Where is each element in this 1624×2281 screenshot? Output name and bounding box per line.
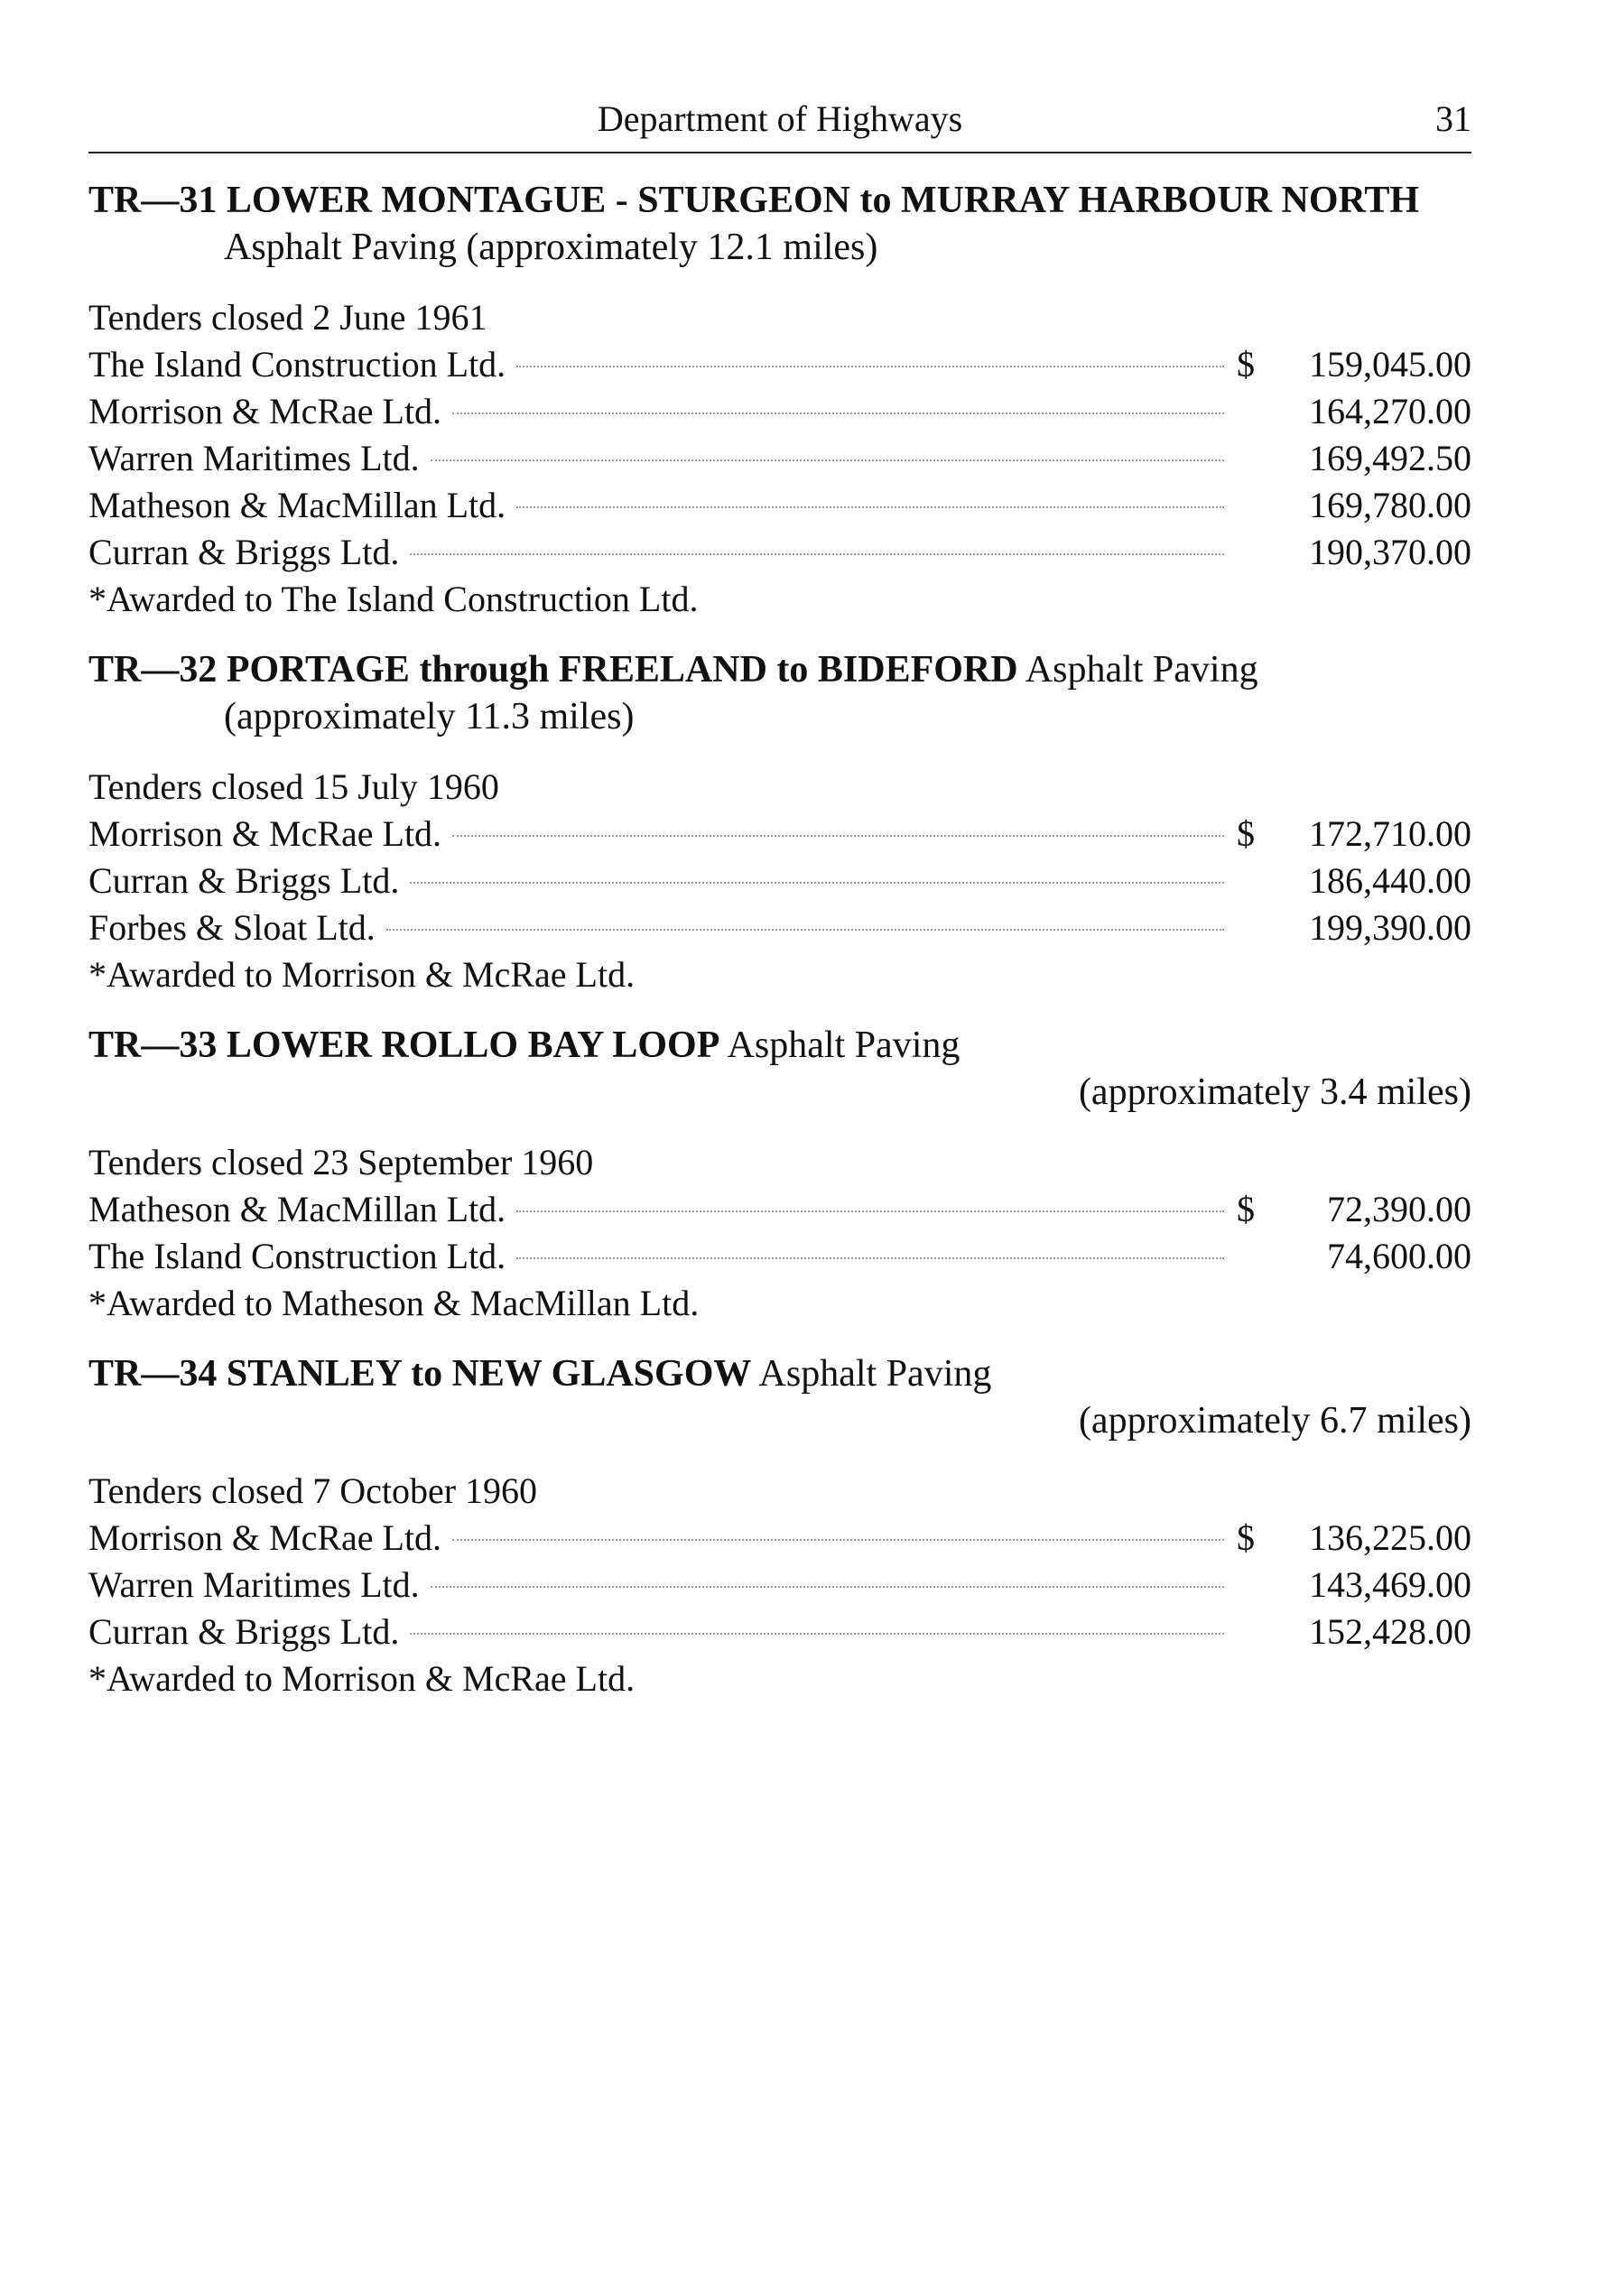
currency-symbol: $ [1237, 1189, 1255, 1229]
bidder-name: Curran & Briggs Ltd. [88, 860, 400, 901]
bidder-name: Forbes & Sloat Ltd. [88, 907, 376, 948]
tenders-closed-date: Tenders closed 23 September 1960 [88, 1142, 594, 1182]
tender-row [88, 1515, 1471, 1562]
section-code: TR—33 [88, 1025, 218, 1066]
dot-leader [410, 882, 1224, 884]
header-title: Department of Highways [597, 98, 963, 139]
bid-amount: 164,270.00 [1309, 391, 1471, 431]
section-description: Asphalt Paving [727, 1025, 960, 1066]
bidder-name: Morrison & McRae Ltd. [88, 1517, 442, 1558]
dot-leader [516, 366, 1224, 367]
section-heading [88, 646, 1471, 740]
bid-amount: 74,600.00 [1327, 1236, 1471, 1276]
bidder-name: Matheson & MacMillan Ltd. [88, 485, 506, 525]
dot-leader [516, 1210, 1224, 1212]
tender-row [88, 1562, 1471, 1609]
bidder-name: Matheson & MacMillan Ltd. [88, 1189, 506, 1229]
tender-list [88, 1139, 1471, 1327]
tender-section-tr32 [88, 646, 1471, 998]
dot-leader [452, 835, 1224, 837]
awarded-note: *Awarded to Matheson & MacMillan Ltd. [88, 1283, 700, 1323]
bid-amount: 159,045.00 [1309, 344, 1471, 385]
dot-leader [431, 1586, 1224, 1588]
section-description-extent: (approximately 6.7 miles) [1078, 1400, 1471, 1442]
section-description-extent: (approximately 3.4 miles) [1078, 1071, 1471, 1113]
bid-amount: 169,780.00 [1309, 485, 1471, 525]
section-route: LOWER ROLLO BAY LOOP [226, 1025, 720, 1066]
dot-leader [516, 1257, 1224, 1259]
section-route: PORTAGE through FREELAND to BIDEFORD [226, 649, 1018, 691]
dot-leader [452, 413, 1224, 414]
tender-list [88, 1468, 1471, 1702]
bidder-name: Warren Maritimes Ltd. [88, 1564, 420, 1605]
tender-row [88, 388, 1471, 435]
bidder-name: Curran & Briggs Ltd. [88, 1611, 400, 1652]
dot-leader [410, 553, 1224, 555]
currency-symbol: $ [1237, 1517, 1255, 1558]
currency-symbol: $ [1237, 344, 1255, 385]
tender-row [88, 341, 1471, 388]
dot-leader [516, 506, 1224, 508]
awarded-note: *Awarded to Morrison & McRae Ltd. [88, 1658, 636, 1699]
section-route: LOWER MONTAGUE - STURGEON to MURRAY HARBOUR NORTH [226, 180, 1420, 221]
section-code: TR—34 [88, 1353, 218, 1395]
bid-amount: 152,428.00 [1309, 1611, 1471, 1652]
bid-amount: 136,225.00 [1309, 1517, 1471, 1558]
tender-row [88, 1609, 1471, 1655]
header-rule [88, 152, 1471, 153]
tender-row [88, 1233, 1471, 1280]
bidder-name: Morrison & McRae Ltd. [88, 813, 442, 854]
tenders-closed-date: Tenders closed 15 July 1960 [88, 766, 499, 807]
dot-leader [410, 1633, 1224, 1635]
bid-amount: 199,390.00 [1309, 907, 1471, 948]
tenders-closed-date: Tenders closed 7 October 1960 [88, 1470, 538, 1511]
awarded-note: *Awarded to The Island Construction Ltd. [88, 579, 699, 619]
tender-row [88, 904, 1471, 951]
section-heading [88, 1350, 1471, 1444]
section-heading [88, 177, 1471, 271]
tender-row [88, 811, 1471, 858]
tender-list [88, 764, 1471, 998]
section-route: STANLEY to NEW GLASGOW [226, 1353, 752, 1395]
tender-row [88, 529, 1471, 576]
bidder-name: The Island Construction Ltd. [88, 1236, 506, 1276]
running-header [88, 97, 1471, 148]
bid-amount: 72,390.00 [1327, 1189, 1471, 1229]
section-description: Asphalt Paving (approximately 12.1 miles) [224, 227, 878, 268]
tender-section-tr31 [88, 177, 1471, 623]
section-description: Asphalt Paving (approximately 11.3 miles) [224, 649, 1258, 737]
bidder-name: The Island Construction Ltd. [88, 344, 506, 385]
tenders-closed-date: Tenders closed 2 June 1961 [88, 297, 487, 338]
tender-row [88, 858, 1471, 904]
dot-leader [431, 459, 1224, 461]
bid-amount: 143,469.00 [1309, 1564, 1471, 1605]
tender-list [88, 294, 1471, 623]
document-page [88, 97, 1471, 1702]
section-code: TR—31 [88, 180, 218, 221]
bid-amount: 190,370.00 [1309, 532, 1471, 572]
currency-symbol: $ [1237, 813, 1255, 854]
dot-leader [386, 929, 1224, 931]
dot-leader [452, 1539, 1224, 1541]
section-code: TR—32 [88, 649, 218, 691]
bid-amount: 186,440.00 [1309, 860, 1471, 901]
tender-row [88, 1186, 1471, 1233]
awarded-note: *Awarded to Morrison & McRae Ltd. [88, 954, 636, 995]
tender-row [88, 435, 1471, 482]
tender-section-tr33 [88, 1022, 1471, 1327]
bid-amount: 172,710.00 [1309, 813, 1471, 854]
tender-section-tr34 [88, 1350, 1471, 1702]
bid-amount: 169,492.50 [1309, 438, 1471, 478]
page-number: 31 [1435, 98, 1471, 139]
section-heading [88, 1022, 1471, 1116]
bidder-name: Curran & Briggs Ltd. [88, 532, 400, 572]
bidder-name: Morrison & McRae Ltd. [88, 391, 442, 431]
section-description: Asphalt Paving [758, 1353, 992, 1395]
tender-row [88, 482, 1471, 529]
bidder-name: Warren Maritimes Ltd. [88, 438, 420, 478]
